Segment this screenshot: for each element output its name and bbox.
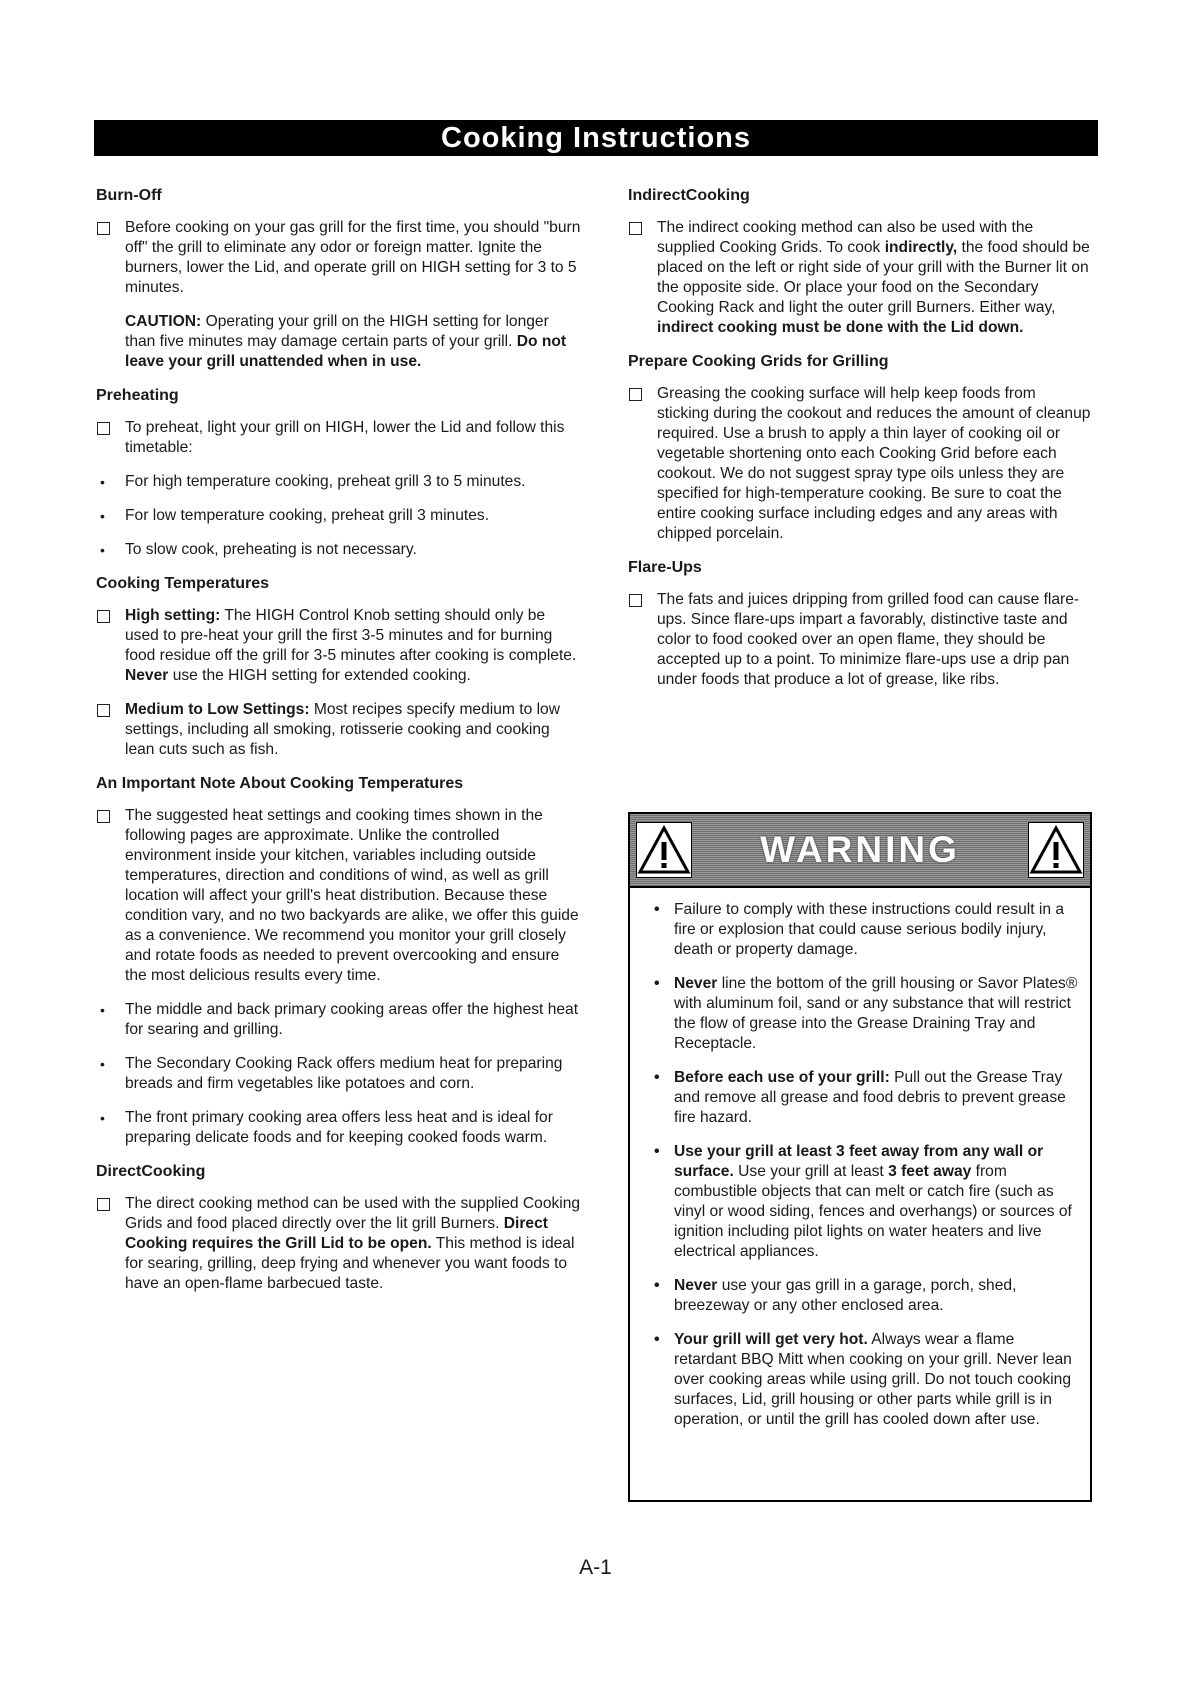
- list-item: • The middle and back primary cooking areas offer the highest heat for searing and grilling.: [96, 1000, 582, 1040]
- checkbox-icon: [629, 222, 642, 235]
- right-column: [628, 186, 1092, 704]
- preheating-text: To preheat, light your grill on HIGH, lower the Lid and follow this timetable:: [125, 419, 565, 456]
- checkbox-icon: [97, 222, 110, 235]
- prepare-text: Greasing the cooking surface will help keep foods from sticking during the cookout and reduces the amount of cleanup required. Use a brush to apply a thin layer of cooking oil or vegetable shortening onto each Cooking Grid before each cookout. We do not suggest spray type oils unless they are specified for high-temperature cooking. Be sure to coat the entire cooking surface including edges and any areas with chipped porcelain.: [657, 385, 1091, 542]
- caution-paragraph: [125, 312, 582, 372]
- page-title-banner: Cooking Instructions: [94, 120, 1098, 156]
- warning-bold: Before each use of your grill:: [674, 1069, 890, 1086]
- prepare-heading: Prepare Cooking Grids for Grilling: [628, 353, 889, 370]
- high-text-end: use the HIGH setting for extended cooking.: [168, 667, 471, 684]
- caution-text: Operating your grill on the HIGH setting for longer than five minutes may damage certain parts of your grill.: [125, 313, 549, 350]
- checkbox-icon: [97, 610, 110, 623]
- left-column: [96, 186, 582, 1308]
- warning-bullet: [654, 1330, 1078, 1430]
- warning-text: Always wear a flame retardant BBQ Mitt when cooking on your grill. Never lean over cooking areas while using grill. Do not touch cooking surfaces, Lid, grill housing or other parts while grill is in operation, or until the grill has cooled down after use.: [674, 1331, 1072, 1428]
- direct-item: [96, 1194, 582, 1294]
- high-text: The HIGH Control Knob setting should only be used to pre-heat your grill the first 3-5 minutes and for burning food residue off the grill for 3-5 minutes after cooking is complete.: [125, 607, 577, 664]
- indirect-bold: indirectly,: [884, 239, 958, 256]
- warning-bold: Never: [674, 1277, 718, 1294]
- checkbox-icon: [629, 388, 642, 401]
- checkbox-icon: [97, 422, 110, 435]
- direct-text-end: This method is ideal for searing, grilling, deep frying and whenever you want foods to have an open-flame barbecued taste.: [125, 1235, 575, 1292]
- list-item: • The front primary cooking area offers less heat and is ideal for preparing delicate foods and for keeping cooked foods warm.: [96, 1108, 582, 1148]
- warning-triangle-icon: [636, 822, 692, 878]
- warning-text: line the bottom of the grill housing or Savor Plates® with aluminum foil, sand or any substance that will restrict the flow of grease into the Grease Draining Tray and Receptacle.: [674, 975, 1078, 1052]
- indirect-text-mid: the food should be placed on the left or right side of your grill with the Burner lit on the opposite side. Or place your food on the Secondary Cooking Rack and light the outer grill Burners. Either way,: [657, 239, 1090, 316]
- warning-bold: Your grill will get very hot.: [674, 1331, 868, 1348]
- caution-bold: Do not leave your grill unattended when in use.: [125, 333, 567, 370]
- preheating-item: [96, 418, 582, 458]
- warning-bold: 3 feet away: [888, 1163, 972, 1180]
- burnoff-item: [96, 218, 582, 298]
- list-item: • To slow cook, preheating is not necessary.: [96, 540, 582, 560]
- preheating-heading: Preheating: [96, 387, 179, 404]
- warning-bold: Never: [674, 975, 718, 992]
- flare-heading: Flare-Ups: [628, 559, 702, 576]
- note-item: [96, 806, 582, 986]
- prepare-item: [628, 384, 1092, 544]
- warning-bullet: [654, 1142, 1078, 1262]
- caution-label: CAUTION:: [125, 313, 202, 330]
- warning-text: from combustible objects that can melt or catch fire (such as vinyl or wood siding, fences and overhangs) or sources of ignition including pilot lights on water heaters and live electrical appliances.: [674, 1163, 1072, 1260]
- note-text: The suggested heat settings and cooking times shown in the following pages are approximate. Unlike the controlled environment inside your kitchen, variables including outside temperatures, direction and conditions of wind, as well as grill location will affect your grill's heat distribution. Because these condition vary, and no two backyards are alike, we offer this guide as a convenience. We recommend you monitor your grill closely and rotate foods as needed to prevent overcooking and ensure the most delicious results every time.: [125, 807, 579, 984]
- burnoff-text: Before cooking on your gas grill for the first time, you should "burn off" the grill to eliminate any odor or foreign matter. Ignite the burners, lower the Lid, and operate grill on HIGH setting for 3 to 5 minutes.: [125, 219, 581, 296]
- direct-bold: Direct Cooking requires the Grill Lid to be open.: [125, 1215, 548, 1252]
- indirect-bold-end: indirect cooking must be done with the Lid down.: [657, 319, 1024, 336]
- warning-bullet: [654, 900, 1078, 960]
- warning-bullet: [654, 974, 1078, 1054]
- direct-text: The direct cooking method can be used with the supplied Cooking Grids and food placed directly over the lit grill Burners.: [125, 1195, 581, 1232]
- indirect-text: The indirect cooking method can also be used with the supplied Cooking Grids. To cook: [657, 219, 1034, 256]
- indirect-item: [628, 218, 1092, 338]
- list-item: • For high temperature cooking, preheat grill 3 to 5 minutes.: [96, 472, 582, 492]
- temps-heading: Cooking Temperatures: [96, 575, 270, 592]
- medlow-text: Most recipes specify medium to low settings, including all smoking, rotisserie cooking and cooking lean cuts such as fish.: [125, 701, 560, 758]
- medlow-label: Medium to Low Settings:: [125, 701, 310, 718]
- warning-title: WARNING: [760, 829, 960, 870]
- checkbox-icon: [97, 1198, 110, 1211]
- warning-text: Pull out the Grease Tray and remove all grease and food debris to prevent grease fire hazard.: [674, 1069, 1066, 1126]
- checkbox-icon: [97, 704, 110, 717]
- high-never: Never: [125, 667, 169, 684]
- warning-bullet: [654, 1068, 1078, 1128]
- checkbox-icon: [97, 810, 110, 823]
- medlow-item: [96, 700, 582, 760]
- page-number: A-1: [579, 1556, 612, 1579]
- warning-triangle-icon: [1028, 822, 1084, 878]
- warning-text: use your gas grill in a garage, porch, shed, breezeway or any other enclosed area.: [674, 1277, 1017, 1314]
- indirect-heading: IndirectCooking: [628, 187, 750, 204]
- high-label: High setting:: [125, 607, 221, 624]
- burnoff-heading: Burn-Off: [96, 187, 162, 204]
- warning-body: [630, 888, 1090, 1430]
- note-heading: An Important Note About Cooking Temperatures: [96, 775, 464, 792]
- list-item: • The Secondary Cooking Rack offers medium heat for preparing breads and firm vegetables like potatoes and corn.: [96, 1054, 582, 1094]
- list-item: • For low temperature cooking, preheat grill 3 minutes.: [96, 506, 582, 526]
- flare-text: The fats and juices dripping from grilled food can cause flare-ups. Since flare-ups impart a favorably, distinctive taste and color to food cooked over an open flame, they should be accepted up to a point. To minimize flare-ups use a drip pan under foods that produce a lot of grease, like ribs.: [657, 591, 1080, 688]
- warning-box: [628, 812, 1092, 1502]
- flare-item: [628, 590, 1092, 690]
- warning-bold: Use your grill at least 3 feet away from any wall or surface.: [674, 1143, 1044, 1180]
- direct-heading: DirectCooking: [96, 1163, 206, 1180]
- warning-text: Use your grill at least: [733, 1163, 889, 1180]
- checkbox-icon: [629, 594, 642, 607]
- warning-header: [630, 814, 1090, 888]
- warning-text: Failure to comply with these instructions could result in a fire or explosion that could cause serious bodily injury, death or property damage.: [674, 901, 1065, 958]
- warning-bullet: [654, 1276, 1078, 1316]
- high-setting-item: [96, 606, 582, 686]
